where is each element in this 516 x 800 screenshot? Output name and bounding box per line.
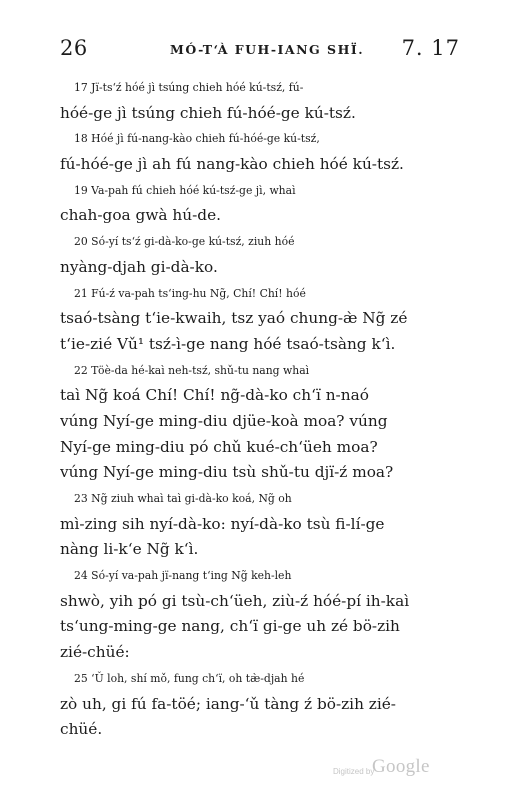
verse-first-line: 20 Só-yí ts‘ź gi-dà-ko-ge kú-tsź, ziuh hóé (74, 235, 295, 249)
chapter-verse-reference: 7. 17 (401, 36, 460, 60)
text-line: fú-hóé-ge jì ah fú nang-kào chieh hóé kú-tsź. (60, 155, 404, 174)
verse-first-line: 18 Hóé jì fú-nang-kào chieh fú-hóé-ge kú-tsź, (74, 132, 320, 146)
text-line: zò uh, gi fú fa-töé; iang-‘ǔ tàng ź bö-zih zié- (60, 694, 396, 713)
text-line: t‘ie-zié Vǔ¹ tsź-ì-ge nang hóé tsaó-tsàng k‘ì. (60, 334, 396, 353)
text-line: nyàng-djah gi-dà-ko. (60, 257, 218, 276)
text-line: hóé-ge jì tsúng chieh fú-hóé-ge kú-tsź. (60, 103, 356, 122)
text-body (60, 75, 460, 743)
verse-first-line: 17 Jï-ts‘ź hóé jì tsúng chieh hóé kú-tsź, fú- (74, 81, 304, 94)
text-line: Nyí-ge ming-diu pó chǔ kué-ch‘üeh moa? (60, 437, 378, 456)
text-line: shwò, yih pó gi tsù-ch‘üeh, ziù-ź hóé-pí ih-kaì (60, 591, 410, 610)
verse-first-line: 22 Töè-da hé-kaì neh-tsź, shǔ-tu nang whaì (74, 363, 310, 377)
text-line: nàng li-k‘e Ng̃ k‘ì. (60, 540, 199, 559)
text-line: chah-goa gwà hú-de. (60, 206, 221, 225)
text-line: chüé. (60, 720, 103, 739)
text-line: tsaó-tsàng t‘ie-kwaih, tsz yaó chung-æ̀ Ng̃ zé (60, 309, 408, 328)
verse-first-line: 23 Ng̃ ziuh whaì taì gi-dà-ko koá, Ng̃ oh (74, 492, 292, 505)
text-line: vúng Nyí-ge ming-diu djüe-koà moa? vúng (60, 411, 388, 430)
text-line: taì Ng̃ koá Chí! Chí! ng̃-dà-ko ch‘ï n-naó (60, 386, 369, 405)
running-title: MÓ-T‘À FUH-IANG SHÏ. (170, 42, 365, 57)
text-line: mì-zing sih nyí-dà-ko: nyí-dà-ko tsù fi-lí-ge (60, 514, 385, 533)
page-header (60, 36, 460, 66)
verse-first-line: 19 Va-pah fú chieh hóé kú-tsź-ge jì, whaì (74, 183, 296, 197)
text-line: vúng Nyí-ge ming-diu tsù shǔ-tu djï-ź moa? (60, 463, 394, 482)
verse-first-line: 21 Fú-ź va-pah ts‘ing-hu Ng̃, Chí! Chí! hóé (74, 286, 306, 300)
verse-first-line: 25 ‘Ǔ loh, shí mǒ, fung ch‘ï, oh tæ̀-djah hé (74, 671, 305, 685)
google-logo: Google (372, 756, 430, 777)
digitized-watermark (333, 756, 443, 784)
text-line: zié-chüé: (60, 643, 130, 662)
watermark-digitized-text: Digitized by (333, 767, 375, 776)
text-line: ts‘ung-ming-ge nang, ch‘ï gi-ge uh zé bö-zih (60, 617, 400, 636)
verse-first-line: 24 Só-yí va-pah jï-nang t‘ing Ng̃ keh-leh (74, 569, 292, 583)
page-number: 26 (60, 36, 88, 60)
